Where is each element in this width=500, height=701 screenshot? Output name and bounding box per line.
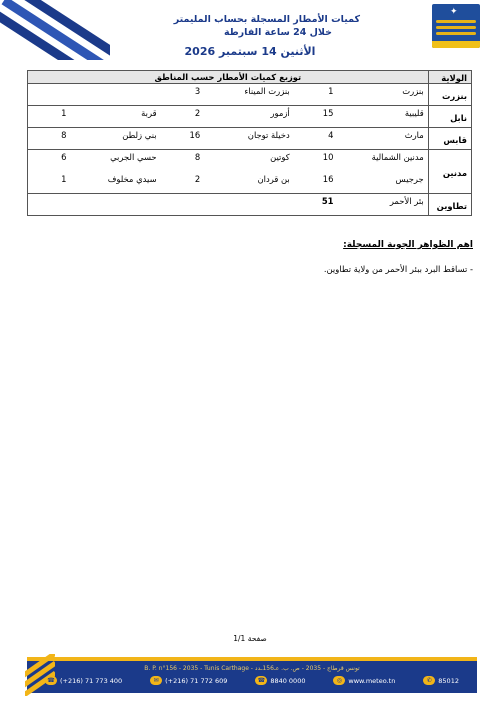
rainfall-value: 6: [28, 150, 71, 172]
region-name: جرجيس: [395, 173, 424, 184]
page-number: صفحة 1/1: [233, 634, 267, 643]
rainfall-value: [161, 194, 205, 216]
table-row: [28, 84, 472, 106]
phone-icon: ☎: [45, 676, 57, 685]
footer-contact-sms[interactable]: [423, 676, 459, 685]
region-name: بنزرت: [337, 84, 428, 106]
footer-bar: [27, 657, 477, 693]
region-name: كوتين: [204, 150, 293, 172]
footer-contact-text: 8840 0000: [270, 676, 306, 685]
region-name: بن قردان: [257, 173, 290, 184]
state-cell: مدنين: [428, 150, 471, 194]
footer-contact-text: (+216) 71 772 609: [165, 676, 228, 685]
state-cell: بنزرت: [428, 84, 471, 106]
footer-contact-text: 85012: [438, 676, 459, 685]
rainfall-value: 15: [294, 106, 338, 128]
report-subtitle: خلال 24 ساعة الفارطة: [223, 27, 332, 38]
phone-icon: ☎: [255, 676, 267, 685]
table-row: [28, 150, 472, 172]
footer-address: B. P. n°156 - 2035 - Tunis Carthage - تونس قرطاج - 2035 - ص. ب. عـ156ـدد: [144, 665, 360, 672]
region-name: سيدي مخلوف: [107, 173, 157, 184]
footer-contact-hotline[interactable]: [255, 676, 305, 685]
state-column-header: الولاية: [428, 71, 471, 84]
table-row: [28, 194, 472, 216]
region-name: دخيلة توجان: [204, 128, 293, 150]
footer-contact-text: (+216) 71 773 400: [59, 676, 123, 685]
rainfall-value: 16: [161, 128, 205, 150]
sms-icon: ✆: [423, 676, 435, 685]
rainfall-value: 2: [194, 173, 201, 184]
rainfall-value: 1: [28, 106, 71, 128]
footer-contact-fax[interactable]: [150, 676, 227, 685]
region-name: [70, 84, 160, 106]
institute-logo: [432, 4, 480, 48]
region-name: حسي الجربي: [70, 150, 160, 172]
region-name: بئر الأحمر: [337, 194, 428, 216]
fax-icon: ✉: [150, 676, 162, 685]
footer-contact-text: www.meteo.tn: [348, 676, 396, 685]
region-name: بني زلطن: [70, 128, 160, 150]
state-cell: قابس: [428, 128, 471, 150]
table-header-row: [28, 71, 472, 84]
region-name: أزمور: [204, 106, 293, 128]
rainfall-value: 2: [161, 106, 205, 128]
table-row: [28, 106, 472, 128]
rainfall-value: 10: [294, 150, 338, 172]
footer-stripes-decoration: [25, 654, 55, 696]
rainfall-value: 8: [28, 128, 71, 150]
region-name: مارث: [337, 128, 428, 150]
region-name: بنزرت الميناء: [204, 84, 293, 106]
rainfall-value: 16: [322, 173, 334, 184]
rainfall-table: [27, 70, 472, 216]
state-cell: نابل: [428, 106, 471, 128]
footer-contact-phone[interactable]: [45, 676, 122, 685]
phenomena-text: - تساقط البرد ببئر الأحمر من ولاية تطاوين.: [323, 264, 473, 274]
region-name: قليبية: [337, 106, 428, 128]
footer-contact-website[interactable]: [333, 676, 395, 685]
regions-column-header: توزيع كميات الأمطار حسب المناطق: [28, 71, 429, 84]
footer-contacts: [27, 676, 477, 685]
region-name: مدنين الشمالية: [337, 150, 428, 172]
rainfall-value: 8: [161, 150, 205, 172]
region-name: [204, 194, 293, 216]
footer: [27, 657, 477, 693]
report-date: الأثنين 14 سبتمبر 2026: [184, 45, 316, 58]
rainfall-value: [28, 194, 71, 216]
star-icon: ✦: [450, 7, 458, 17]
phenomena-title: اهم الظواهر الجوية المسجلة:: [343, 240, 473, 250]
rainfall-value: 3: [161, 84, 205, 106]
rainfall-value: 4: [294, 128, 338, 150]
region-name: [70, 194, 160, 216]
rainfall-value: 1: [28, 172, 71, 194]
table-row: [28, 128, 472, 150]
rainfall-value: 1: [294, 84, 338, 106]
rainfall-value: 51: [294, 194, 338, 216]
table-row: [28, 172, 472, 194]
state-cell: تطاوين: [428, 194, 471, 216]
region-name: قربة: [70, 106, 160, 128]
rainfall-value: [28, 84, 71, 106]
report-title: كميات الأمطار المسجلة بحساب المليمتر: [173, 14, 360, 25]
globe-icon: ◎: [333, 676, 345, 685]
